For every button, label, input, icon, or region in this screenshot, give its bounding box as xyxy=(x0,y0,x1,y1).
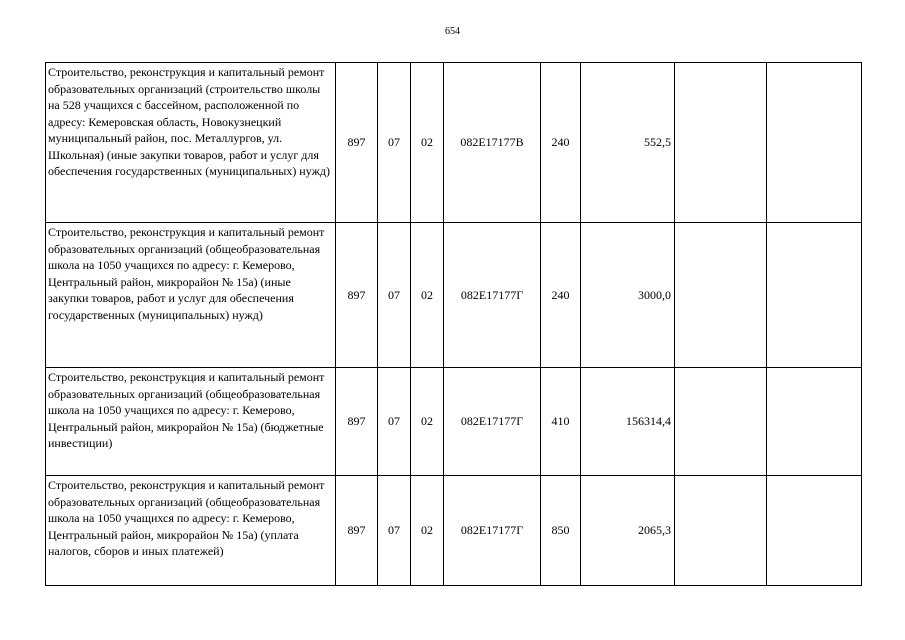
ministry-code: 897 xyxy=(336,368,378,476)
amount: 156314,4 xyxy=(581,368,675,476)
extra-amount-1 xyxy=(675,223,767,368)
target-article-code: 082E17177В xyxy=(444,63,541,223)
table-row xyxy=(46,63,862,223)
section-code: 07 xyxy=(378,476,411,586)
section-code: 07 xyxy=(378,368,411,476)
subsection-code: 02 xyxy=(411,223,444,368)
expense-type-code: 240 xyxy=(541,63,581,223)
table-row xyxy=(46,476,862,586)
budget-table xyxy=(45,62,862,586)
extra-amount-2 xyxy=(767,63,862,223)
row-description: Строительство, реконструкция и капитальный ремонт образовательных организаций (общеобразовательная школа на 1050 учащихся по адресу: г. Кемерово, Центральный район, микрорайон № 15а) (бюджетные инвестиции) xyxy=(46,368,336,476)
extra-amount-1 xyxy=(675,368,767,476)
row-description: Строительство, реконструкция и капитальный ремонт образовательных организаций (общеобразовательная школа на 1050 учащихся по адресу: г. Кемерово, Центральный район, микрорайон № 15а) (уплата налогов, сборов и иных платежей) xyxy=(46,476,336,586)
extra-amount-1 xyxy=(675,63,767,223)
expense-type-code: 410 xyxy=(541,368,581,476)
amount: 3000,0 xyxy=(581,223,675,368)
row-description: Строительство, реконструкция и капитальный ремонт образовательных организаций (общеобразовательная школа на 1050 учащихся по адресу: г. Кемерово, Центральный район, микрорайон № 15а) (иные закупки товаров, работ и услуг для обеспечения государственных (муниципальных) нужд) xyxy=(46,223,336,368)
extra-amount-1 xyxy=(675,476,767,586)
amount: 552,5 xyxy=(581,63,675,223)
section-code: 07 xyxy=(378,63,411,223)
table-row xyxy=(46,223,862,368)
subsection-code: 02 xyxy=(411,476,444,586)
extra-amount-2 xyxy=(767,368,862,476)
ministry-code: 897 xyxy=(336,63,378,223)
target-article-code: 082E17177Г xyxy=(444,368,541,476)
extra-amount-2 xyxy=(767,476,862,586)
target-article-code: 082E17177Г xyxy=(444,476,541,586)
page-number: 654 xyxy=(445,26,460,37)
ministry-code: 897 xyxy=(336,223,378,368)
expense-type-code: 850 xyxy=(541,476,581,586)
row-description: Строительство, реконструкция и капитальный ремонт образовательных организаций (строительство школы на 528 учащихся с бассейном, расположенной по адресу: Кемеровская область, Новокузнецкий муниципальный район, пос. Металлургов, ул. Школьная) (иные закупки товаров, работ и услуг для обеспечения государственных (муниципальных) нужд) xyxy=(46,63,336,223)
target-article-code: 082E17177Г xyxy=(444,223,541,368)
section-code: 07 xyxy=(378,223,411,368)
subsection-code: 02 xyxy=(411,368,444,476)
amount: 2065,3 xyxy=(581,476,675,586)
extra-amount-2 xyxy=(767,223,862,368)
subsection-code: 02 xyxy=(411,63,444,223)
table-row xyxy=(46,368,862,476)
ministry-code: 897 xyxy=(336,476,378,586)
expense-type-code: 240 xyxy=(541,223,581,368)
